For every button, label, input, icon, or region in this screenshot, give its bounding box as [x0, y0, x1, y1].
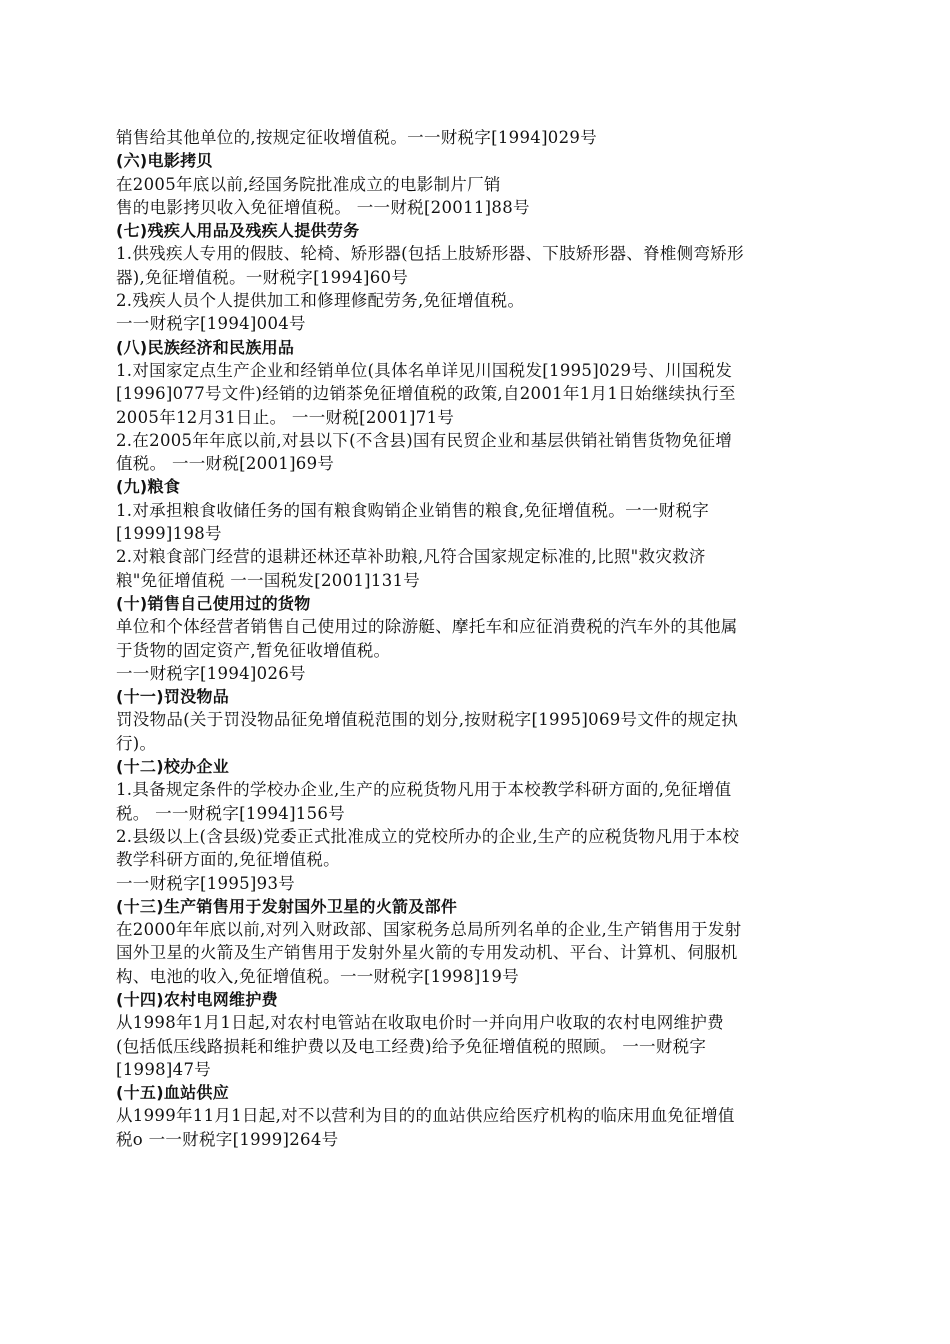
- section-heading: (十二)校办企业: [116, 757, 230, 777]
- section-heading: (八)民族经济和民族用品: [116, 337, 295, 357]
- text-line: 单位和个体经营者销售自己使用过的除游艇、摩托车和应征消费税的汽车外的其他属: [116, 617, 738, 637]
- section-heading: (十)销售自己使用过的货物: [116, 593, 311, 613]
- document-body: [116, 126, 840, 1151]
- text-line: 器),免征增值税。一财税字[1994]60号: [116, 267, 409, 287]
- text-line: 一一财税字[1994]026号: [116, 663, 306, 683]
- text-line: 售的电影拷贝收入免征增值税。 一一财税[20011]88号: [116, 197, 530, 217]
- text-line: 值税。 一一财税[2001]69号: [116, 454, 335, 474]
- text-line: 构、电池的收入,免征增值税。一一财税字[1998]19号: [116, 966, 520, 986]
- text-line: 2.对粮食部门经营的退耕还林还草补助粮,凡符合国家规定标准的,比照"救灾救济: [116, 547, 706, 567]
- text-line: [1999]198号: [116, 524, 222, 544]
- text-line: 粮"免征增值税 一一国税发[2001]131号: [116, 570, 421, 590]
- text-line: 在2005年底以前,经国务院批准成立的电影制片厂销: [116, 174, 501, 194]
- section-heading: (六)电影拷贝: [116, 151, 213, 171]
- text-line: 2005年12月31日止。 一一财税[2001]71号: [116, 407, 455, 427]
- text-line: 税。 一一财税字[1994]156号: [116, 803, 346, 823]
- text-line: 2.残疾人员个人提供加工和修理修配劳务,免征增值税。: [116, 291, 525, 311]
- text-line: 税o 一一财税字[1999]264号: [116, 1129, 339, 1149]
- text-line: 2.在2005年年底以前,对县以下(不含县)国有民贸企业和基层供销社销售货物免征增: [116, 430, 733, 450]
- text-line: 教学科研方面的,免征增值税。: [116, 850, 340, 870]
- text-line: [1998]47号: [116, 1059, 212, 1079]
- text-line: 一一财税字[1994]004号: [116, 314, 306, 334]
- text-line: 2.县级以上(含县级)党委正式批准成立的党校所办的企业,生产的应税货物凡用于本校: [116, 826, 740, 846]
- document-page: [116, 126, 840, 1151]
- text-line: 1.供残疾人专用的假肢、轮椅、矫形器(包括上肢矫形器、下肢矫形器、脊椎侧弯矫形: [116, 244, 744, 264]
- text-line: 国外卫星的火箭及生产销售用于发射外星火箭的专用发动机、平台、计算机、伺服机: [116, 943, 738, 963]
- text-line: 一一财税字[1995]93号: [116, 873, 296, 893]
- text-line: 1.对承担粮食收储任务的国有粮食购销企业销售的粮食,免征增值税。一一财税字: [116, 500, 710, 520]
- text-line: 1.对国家定点生产企业和经销单位(具体名单详见川国税发[1995]029号、川国税发: [116, 360, 733, 380]
- section-heading: (十五)血站供应: [116, 1083, 230, 1103]
- section-heading: (十四)农村电网维护费: [116, 989, 278, 1009]
- text-line: 从1998年1月1日起,对农村电管站在收取电价时一并向用户收取的农村电网维护费: [116, 1013, 724, 1033]
- text-line: 从1999年11月1日起,对不以营利为目的的血站供应给医疗机构的临床用血免征增值: [116, 1106, 735, 1126]
- section-heading: (九)粮食: [116, 477, 181, 497]
- text-line: 销售给其他单位的,按规定征收增值税。一一财税字[1994]029号: [116, 128, 598, 147]
- section-heading: (七)残疾人用品及残疾人提供劳务: [116, 221, 360, 241]
- text-line: 在2000年年底以前,对列入财政部、国家税务总局所列名单的企业,生产销售用于发射: [116, 920, 742, 940]
- text-line: 于货物的固定资产,暂免征收增值税。: [116, 640, 391, 660]
- text-line: 罚没物品(关于罚没物品征免增值税范围的划分,按财税字[1995]069号文件的规定执: [116, 710, 739, 730]
- text-line: 1.具备规定条件的学校办企业,生产的应税货物凡用于本校教学科研方面的,免征增值: [116, 780, 732, 800]
- section-heading: (十三)生产销售用于发射国外卫星的火箭及部件: [116, 896, 458, 916]
- text-line: [1996]077号文件)经销的边销茶免征增值税的政策,自2001年1月1日始继续执行至: [116, 384, 736, 404]
- text-line: 行)。: [116, 733, 157, 753]
- text-line: (包括低压线路损耗和维护费以及电工经费)给予免征增值税的照顾。 一一财税字: [116, 1036, 707, 1056]
- section-heading: (十一)罚没物品: [116, 687, 230, 707]
